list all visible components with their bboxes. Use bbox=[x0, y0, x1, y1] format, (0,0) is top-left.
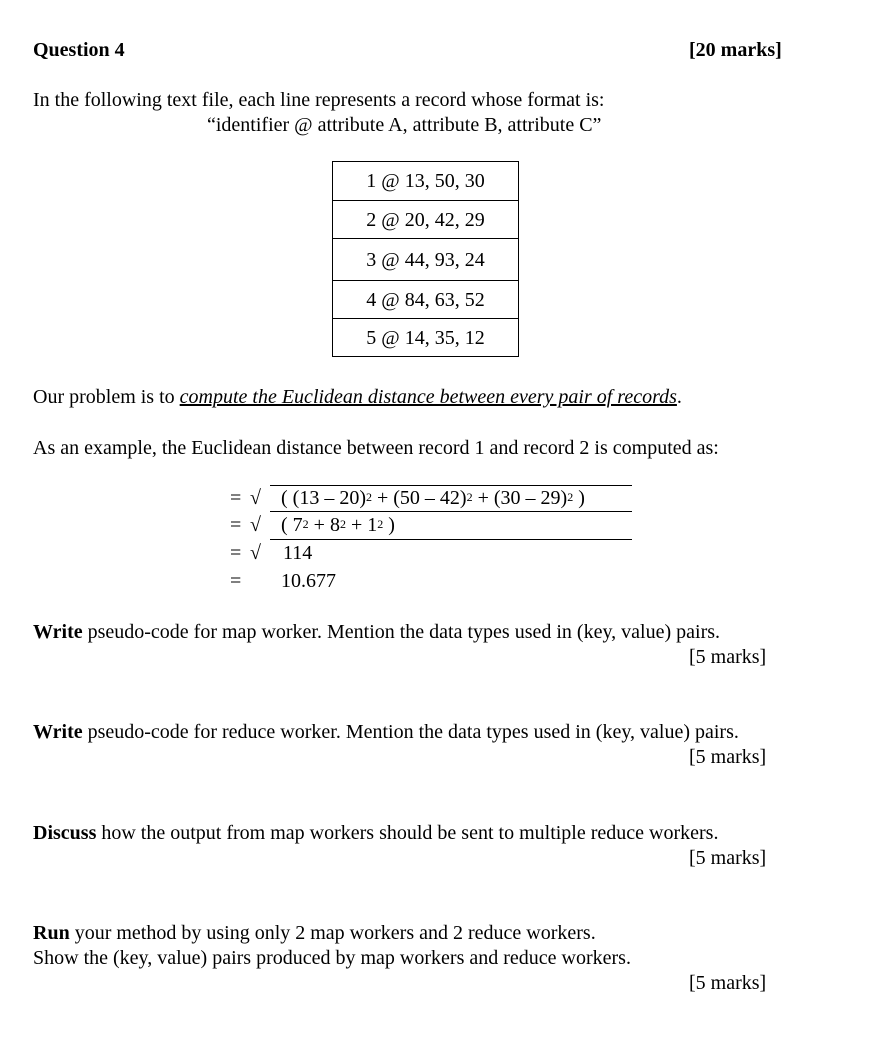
problem-emphasis: compute the Euclidean distance between every pair of records bbox=[179, 386, 677, 408]
table-row bbox=[333, 239, 519, 281]
record-format: “identifier @ attribute A, attribute B, attribute C” bbox=[207, 114, 602, 136]
question-marks: [20 marks] bbox=[689, 39, 782, 61]
sqrt-bar bbox=[270, 485, 632, 486]
table-row bbox=[333, 201, 519, 239]
record-cell: 2 @ 20, 42, 29 bbox=[333, 201, 519, 239]
equation-step-1: ( (13 – 20)$^2$ + (50 – 42)$^2$ + (30 – 29)$^2$ ) bbox=[281, 487, 585, 509]
sqrt-symbol: √ bbox=[250, 487, 261, 509]
equation-step-3: 114 bbox=[283, 542, 313, 564]
record-cell: 1 @ 13, 50, 30 bbox=[333, 162, 519, 201]
record-cell: 5 @ 14, 35, 12 bbox=[333, 319, 519, 357]
equation-result: 10.677 bbox=[281, 570, 336, 592]
task-run: Run your method by using only 2 map workers and 2 reduce workers. bbox=[33, 922, 596, 944]
task-reduce-worker: Write pseudo-code for reduce worker. Mention the data types used in (key, value) pairs. bbox=[33, 721, 739, 743]
task-map-worker: Write pseudo-code for map worker. Mention the data types used in (key, value) pairs. bbox=[33, 621, 721, 643]
task-marks: [5 marks] bbox=[689, 847, 767, 869]
table-row bbox=[333, 281, 519, 319]
task-run-line2: Show the (key, value) pairs produced by map workers and reduce workers. bbox=[33, 947, 631, 969]
problem-statement bbox=[33, 387, 682, 407]
sqrt-symbol: √ bbox=[250, 514, 261, 536]
task-marks: [5 marks] bbox=[689, 972, 767, 994]
intro-text: In the following text file, each line represents a record whose format is: bbox=[33, 89, 605, 111]
sqrt-bar bbox=[270, 539, 632, 540]
table-row bbox=[333, 319, 519, 357]
sqrt-symbol: √ bbox=[250, 542, 261, 564]
example-text: As an example, the Euclidean distance between record 1 and record 2 is computed as: bbox=[33, 437, 719, 459]
record-cell: 3 @ 44, 93, 24 bbox=[333, 239, 519, 281]
task-marks: [5 marks] bbox=[689, 746, 767, 768]
equals-sign: = bbox=[230, 542, 242, 564]
sqrt-bar bbox=[270, 511, 632, 512]
question-title: Question 4 bbox=[33, 39, 125, 61]
equation-step-2: ( $7^2 + 8^2 + 1^2$ ) bbox=[281, 514, 395, 536]
task-discuss: Discuss how the output from map workers should be sent to multiple reduce workers. bbox=[33, 822, 719, 844]
problem-suffix: . bbox=[676, 386, 682, 408]
table-row bbox=[333, 162, 519, 201]
record-table bbox=[332, 161, 519, 357]
equals-sign: = bbox=[230, 487, 242, 509]
record-cell: 4 @ 84, 63, 52 bbox=[333, 281, 519, 319]
equals-sign: = bbox=[230, 570, 242, 592]
problem-prefix: Our problem is to bbox=[33, 386, 180, 408]
equals-sign: = bbox=[230, 514, 242, 536]
task-marks: [5 marks] bbox=[689, 646, 767, 668]
